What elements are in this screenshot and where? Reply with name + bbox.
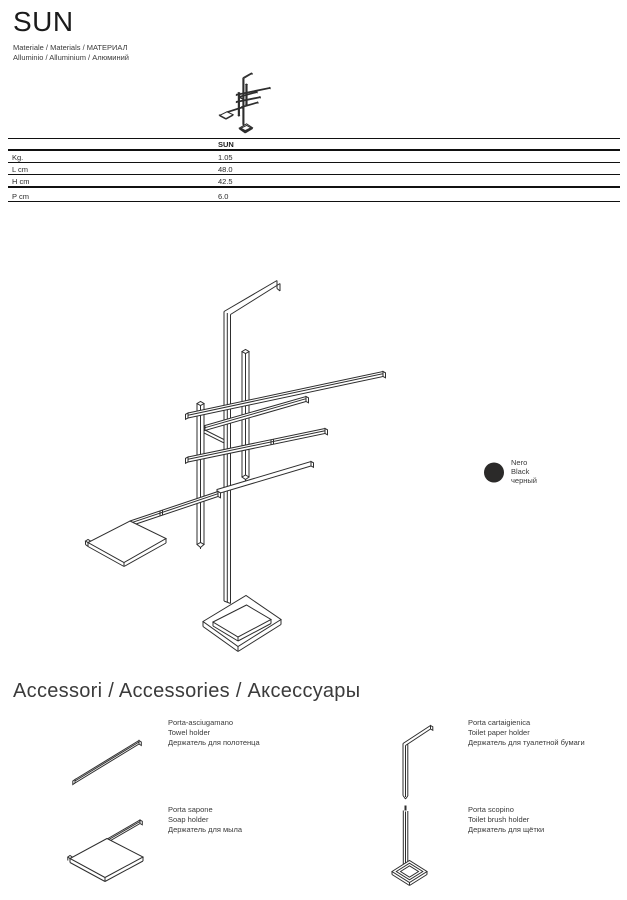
accessory-name-ru: Держатель для мыла — [168, 825, 243, 834]
accessory-drawing-towel-holder — [73, 741, 142, 785]
accessory-name-ru: Держатель для туалетной бумаги — [468, 738, 585, 747]
table-rule — [8, 149, 620, 151]
accessory-name-it: Porta cartaigienica — [468, 718, 531, 727]
product-title: SUN — [13, 6, 74, 37]
accessory-label-soap-holder — [168, 805, 242, 835]
materials-line-1: Materiale / Materials / МАТЕРИАЛ — [13, 43, 128, 52]
table-rule — [8, 201, 620, 202]
color-name-en: Black — [511, 467, 530, 476]
spec-value: 6.0 — [218, 192, 229, 201]
accessory-name-en: Toilet brush holder — [468, 815, 530, 824]
spec-label: L cm — [12, 165, 28, 174]
product-drawing-thumbnail — [219, 73, 270, 133]
accessory-label-toilet-brush-holder — [468, 805, 544, 835]
accessory-name-en: Soap holder — [168, 815, 209, 824]
table-rule — [8, 138, 620, 139]
accessory-name-en: Toilet paper holder — [468, 728, 530, 737]
spec-label: P cm — [12, 192, 29, 201]
spec-value: 42.5 — [218, 177, 233, 186]
accessory-name-en: Towel holder — [168, 728, 211, 737]
spec-product-header: SUN — [218, 139, 234, 149]
color-name-ru: черный — [511, 476, 537, 485]
materials-line-2: Alluminio / Alluminium / Алюминий — [13, 53, 129, 62]
accessory-label-toilet-paper-holder — [468, 718, 585, 748]
accessory-drawing-soap-holder — [68, 820, 143, 882]
accessory-label-towel-holder — [168, 718, 260, 748]
accessory-name-it: Porta scopino — [468, 805, 514, 814]
accessory-name-ru: Держатель для полотенца — [168, 738, 260, 747]
table-rule — [8, 174, 620, 175]
color-swatch-nero — [484, 463, 504, 483]
accessory-name-it: Porta sapone — [168, 805, 213, 814]
accessory-drawing-toilet-paper-holder — [403, 726, 433, 800]
accessory-name-ru: Держатель для щётки — [468, 825, 545, 834]
spec-value: 1.05 — [218, 152, 233, 162]
accessory-name-it: Porta-asciugamano — [168, 718, 234, 727]
spec-value: 48.0 — [218, 165, 233, 174]
spec-label: Kg. — [12, 152, 24, 162]
color-swatch-labels — [511, 458, 537, 485]
accessory-drawing-toilet-brush-holder — [392, 806, 427, 886]
table-rule — [8, 162, 620, 163]
accessories-heading: Accessori / Accessories / Аксессуары — [13, 680, 361, 702]
color-name-it: Nero — [511, 458, 528, 467]
spec-table — [8, 138, 620, 204]
table-rule — [8, 186, 620, 188]
spec-label: H cm — [12, 177, 30, 186]
product-drawing-main — [86, 281, 386, 652]
